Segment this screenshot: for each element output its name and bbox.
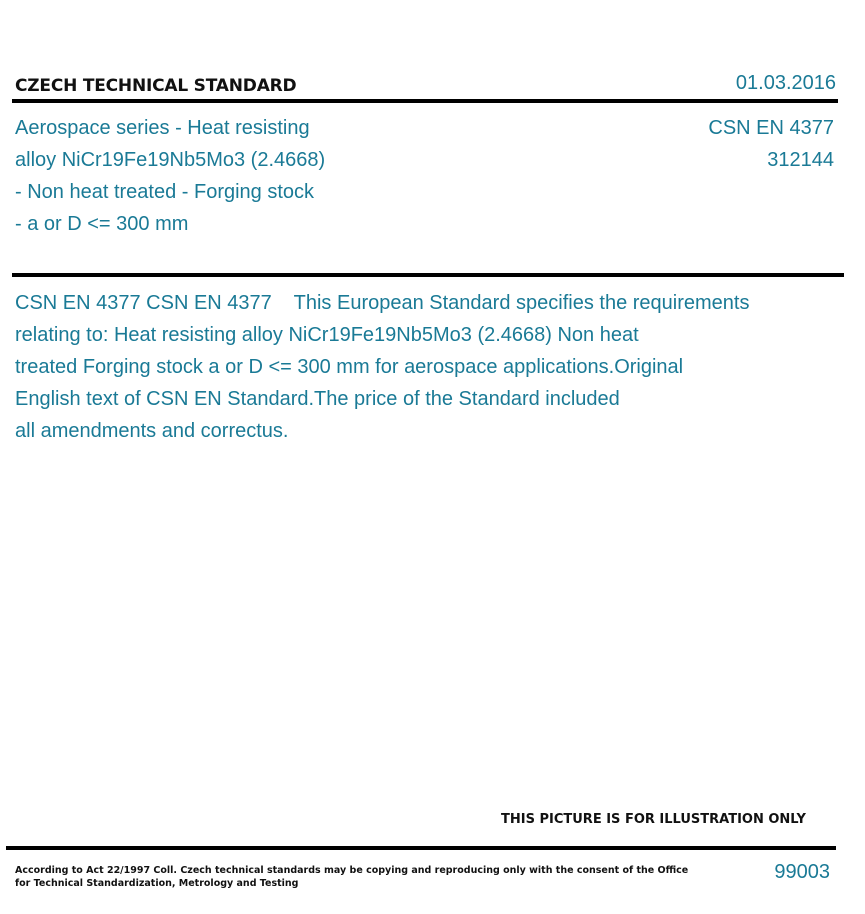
illustration-disclaimer: THIS PICTURE IS FOR ILLUSTRATION ONLY — [501, 812, 806, 827]
standard-code: CSN EN 4377 — [708, 117, 834, 139]
document-type-label: CZECH TECHNICAL STANDARD — [15, 76, 297, 96]
description-line: CSN EN 4377 CSN EN 4377 This European Standard specifies the requirements — [15, 292, 750, 314]
description-line: English text of CSN EN Standard.The price of the Standard included — [15, 388, 620, 410]
copyright-note-line: According to Act 22/1997 Coll. Czech technical standards may be copying and reproducing only with the consent of the Office — [15, 865, 689, 876]
description-line: all amendments and correctus. — [15, 420, 289, 442]
catalog-number: 312144 — [767, 149, 834, 171]
description-line: treated Forging stock a or D <= 300 mm for aerospace applications.Original — [15, 356, 684, 378]
standard-title-line-2: alloy NiCr19Fe19Nb5Mo3 (2.4668) — [15, 149, 326, 171]
footer-divider — [6, 846, 836, 850]
standard-title-line-4: - a or D <= 300 mm — [15, 213, 189, 235]
description-line: relating to: Heat resisting alloy NiCr19Fe19Nb5Mo3 (2.4668) Non heat — [15, 324, 639, 346]
copyright-note — [15, 864, 688, 890]
page-number: 99003 — [774, 861, 830, 883]
title-divider — [12, 273, 844, 277]
standard-title-line-3: - Non heat treated - Forging stock — [15, 181, 315, 203]
standard-title-line-1: Aerospace series - Heat resisting — [15, 117, 310, 139]
header-divider — [12, 99, 838, 103]
copyright-note-line: for Technical Standardization, Metrology and Testing — [15, 878, 299, 889]
standard-description — [15, 287, 815, 447]
publication-date: 01.03.2016 — [735, 72, 836, 94]
